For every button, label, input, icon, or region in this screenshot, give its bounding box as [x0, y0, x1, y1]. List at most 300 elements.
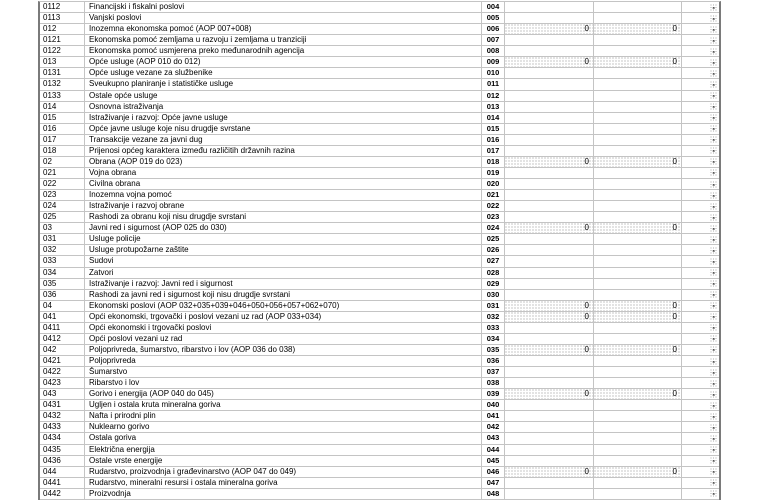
dash-cell[interactable]: [682, 135, 719, 145]
dash-value: -: [712, 312, 715, 322]
dash-cell[interactable]: [682, 478, 719, 488]
dash-value: -: [712, 245, 715, 255]
table-row: [40, 356, 719, 367]
table-row: [40, 445, 719, 456]
dash-cell[interactable]: [682, 13, 719, 23]
value2-cell[interactable]: [594, 323, 682, 333]
dash-cell[interactable]: [682, 245, 719, 255]
value1-cell[interactable]: [505, 456, 594, 466]
dash-cell[interactable]: [682, 179, 719, 189]
code-cell: 014: [40, 102, 85, 112]
dash-value: -: [712, 24, 715, 34]
table-row: [40, 345, 719, 356]
value2-cell[interactable]: 0: [594, 223, 682, 233]
value2-cell[interactable]: [594, 478, 682, 488]
dash-value: -: [712, 146, 715, 156]
value1-cell[interactable]: [505, 256, 594, 266]
code-cell: 0422: [40, 367, 85, 377]
table-row: [40, 13, 719, 24]
description-cell: Zatvori: [85, 268, 482, 278]
aop-cell: 029: [482, 279, 505, 289]
dash-cell[interactable]: [682, 279, 719, 289]
aop-cell: 018: [482, 157, 505, 167]
code-cell: 033: [40, 256, 85, 266]
value1-cell[interactable]: [505, 367, 594, 377]
aop-cell: 008: [482, 46, 505, 56]
value1-cell[interactable]: [505, 212, 594, 222]
code-cell: 04: [40, 301, 85, 311]
table-row: [40, 79, 719, 90]
dash-cell[interactable]: [682, 301, 719, 311]
table-row: [40, 367, 719, 378]
code-cell: 0436: [40, 456, 85, 466]
value2-cell[interactable]: [594, 445, 682, 455]
table-row: [40, 433, 719, 444]
dash-value: -: [712, 79, 715, 89]
code-cell: 031: [40, 234, 85, 244]
value2-cell[interactable]: [594, 124, 682, 134]
code-cell: 018: [40, 146, 85, 156]
value2-cell[interactable]: [594, 146, 682, 156]
dash-value: -: [712, 290, 715, 300]
table-row: [40, 256, 719, 267]
code-cell: 0442: [40, 489, 85, 499]
dash-value: -: [712, 124, 715, 134]
description-cell: Rudarstvo, mineralni resursi i ostala mineralna goriva: [85, 478, 482, 488]
value1-cell[interactable]: [505, 79, 594, 89]
table-row: [40, 422, 719, 433]
code-cell: 0432: [40, 411, 85, 421]
value2-cell[interactable]: [594, 2, 682, 12]
dash-value: -: [712, 13, 715, 23]
value2-cell[interactable]: [594, 234, 682, 244]
aop-cell: 026: [482, 245, 505, 255]
value2-cell[interactable]: 0: [594, 467, 682, 477]
description-cell: Istraživanje i razvoj obrane: [85, 201, 482, 211]
value1-cell[interactable]: [505, 489, 594, 499]
classification-table: [38, 1, 721, 500]
code-cell: 015: [40, 113, 85, 123]
value2-cell[interactable]: 0: [594, 57, 682, 67]
code-cell: 0412: [40, 334, 85, 344]
table-row: [40, 290, 719, 301]
dash-value: -: [712, 445, 715, 455]
description-cell: Inozemna ekonomska pomoć (AOP 007+008): [85, 24, 482, 34]
dash-cell[interactable]: [682, 68, 719, 78]
value2-cell[interactable]: 0: [594, 157, 682, 167]
value1-cell[interactable]: [505, 411, 594, 421]
dash-cell[interactable]: [682, 57, 719, 67]
dash-value: -: [712, 279, 715, 289]
dash-value: -: [712, 323, 715, 333]
value2-cell[interactable]: 0: [594, 312, 682, 322]
value2-cell[interactable]: [594, 212, 682, 222]
dash-cell[interactable]: [682, 157, 719, 167]
aop-cell: 036: [482, 356, 505, 366]
aop-cell: 012: [482, 91, 505, 101]
aop-cell: 039: [482, 389, 505, 399]
dash-cell[interactable]: [682, 456, 719, 466]
value1-cell[interactable]: 0: [505, 389, 594, 399]
code-cell: 0411: [40, 323, 85, 333]
dash-cell[interactable]: [682, 256, 719, 266]
dash-cell[interactable]: [682, 445, 719, 455]
dash-cell[interactable]: [682, 411, 719, 421]
table-row: [40, 234, 719, 245]
value1-cell[interactable]: 0: [505, 57, 594, 67]
description-cell: Ekonomska pomoć usmjerena preko međunarodnih agencija: [85, 46, 482, 56]
dash-cell[interactable]: [682, 223, 719, 233]
code-cell: 0431: [40, 400, 85, 410]
description-cell: Javni red i sigurnost (AOP 025 do 030): [85, 223, 482, 233]
dash-value: -: [712, 268, 715, 278]
value1-cell[interactable]: [505, 268, 594, 278]
value2-cell[interactable]: [594, 113, 682, 123]
value1-cell[interactable]: [505, 378, 594, 388]
description-cell: Transakcije vezane za javni dug: [85, 135, 482, 145]
description-cell: Opće usluge (AOP 010 do 012): [85, 57, 482, 67]
value2-cell[interactable]: [594, 13, 682, 23]
dash-cell[interactable]: [682, 356, 719, 366]
code-cell: 0423: [40, 378, 85, 388]
value1-cell[interactable]: [505, 35, 594, 45]
dash-cell[interactable]: [682, 345, 719, 355]
dash-value: -: [712, 400, 715, 410]
dash-value: -: [712, 367, 715, 377]
value2-cell[interactable]: [594, 245, 682, 255]
table-row: [40, 24, 719, 35]
dash-value: -: [712, 179, 715, 189]
code-cell: 0434: [40, 433, 85, 443]
dash-value: -: [712, 201, 715, 211]
aop-cell: 004: [482, 2, 505, 12]
value2-cell[interactable]: [594, 290, 682, 300]
value1-cell[interactable]: [505, 279, 594, 289]
value1-cell[interactable]: [505, 201, 594, 211]
value2-cell[interactable]: [594, 35, 682, 45]
table-row: [40, 323, 719, 334]
table-row: [40, 68, 719, 79]
value2-cell[interactable]: 0: [594, 301, 682, 311]
table-row: [40, 190, 719, 201]
value2-cell[interactable]: [594, 456, 682, 466]
value2-cell[interactable]: [594, 433, 682, 443]
value1-cell[interactable]: 0: [505, 467, 594, 477]
description-cell: Opći ekonomski, trgovački i poslovi vezani uz rad (AOP 033+034): [85, 312, 482, 322]
dash-value: -: [712, 456, 715, 466]
description-cell: Električna energija: [85, 445, 482, 455]
aop-cell: 043: [482, 433, 505, 443]
value1-cell[interactable]: [505, 245, 594, 255]
value1-cell[interactable]: 0: [505, 312, 594, 322]
description-cell: Usluge protupožarne zaštite: [85, 245, 482, 255]
value2-cell[interactable]: [594, 400, 682, 410]
description-cell: Vanjski poslovi: [85, 13, 482, 23]
description-cell: Gorivo i energija (AOP 040 do 045): [85, 389, 482, 399]
table-row: [40, 378, 719, 389]
value1-cell[interactable]: [505, 190, 594, 200]
table-row: [40, 179, 719, 190]
dash-cell[interactable]: [682, 212, 719, 222]
description-cell: Ostala goriva: [85, 433, 482, 443]
description-cell: Nafta i prirodni plin: [85, 411, 482, 421]
dash-cell[interactable]: [682, 113, 719, 123]
dash-value: -: [712, 168, 715, 178]
aop-cell: 005: [482, 13, 505, 23]
dash-cell[interactable]: [682, 367, 719, 377]
dash-cell[interactable]: [682, 46, 719, 56]
description-cell: Opće usluge vezane za službenike: [85, 68, 482, 78]
value1-cell[interactable]: [505, 124, 594, 134]
value1-cell[interactable]: [505, 400, 594, 410]
dash-cell[interactable]: [682, 489, 719, 499]
dash-cell[interactable]: [682, 323, 719, 333]
dash-cell[interactable]: [682, 290, 719, 300]
aop-cell: 009: [482, 57, 505, 67]
value2-cell[interactable]: [594, 79, 682, 89]
table-row: [40, 245, 719, 256]
description-cell: Osnovna istraživanja: [85, 102, 482, 112]
dash-value: -: [712, 334, 715, 344]
description-cell: Rashodi za javni red i sigurnost koji nisu drugdje svrstani: [85, 290, 482, 300]
description-cell: Civilna obrana: [85, 179, 482, 189]
code-cell: 025: [40, 212, 85, 222]
value1-cell[interactable]: [505, 334, 594, 344]
dash-value: -: [712, 157, 715, 167]
aop-cell: 035: [482, 345, 505, 355]
dash-cell[interactable]: [682, 400, 719, 410]
dash-cell[interactable]: [682, 201, 719, 211]
value2-cell[interactable]: [594, 279, 682, 289]
value2-cell[interactable]: [594, 489, 682, 499]
aop-cell: 042: [482, 422, 505, 432]
code-cell: 043: [40, 389, 85, 399]
value2-cell[interactable]: [594, 334, 682, 344]
code-cell: 0121: [40, 35, 85, 45]
value1-cell[interactable]: [505, 356, 594, 366]
value1-cell[interactable]: [505, 2, 594, 12]
value2-cell[interactable]: [594, 256, 682, 266]
table-row: [40, 212, 719, 223]
aop-cell: 045: [482, 456, 505, 466]
table-row: [40, 2, 719, 13]
dash-value: -: [712, 223, 715, 233]
aop-cell: 014: [482, 113, 505, 123]
aop-cell: 033: [482, 323, 505, 333]
code-cell: 034: [40, 268, 85, 278]
aop-cell: 019: [482, 168, 505, 178]
dash-cell[interactable]: [682, 102, 719, 112]
dash-value: -: [712, 256, 715, 266]
aop-cell: 022: [482, 201, 505, 211]
aop-cell: 011: [482, 79, 505, 89]
dash-value: -: [712, 301, 715, 311]
value2-cell[interactable]: [594, 356, 682, 366]
value2-cell[interactable]: [594, 102, 682, 112]
code-cell: 024: [40, 201, 85, 211]
dash-cell[interactable]: [682, 389, 719, 399]
dash-cell[interactable]: [682, 124, 719, 134]
value2-cell[interactable]: [594, 46, 682, 56]
table-row: [40, 201, 719, 212]
value2-cell[interactable]: [594, 367, 682, 377]
table-row: [40, 411, 719, 422]
value1-cell[interactable]: 0: [505, 157, 594, 167]
table-row: [40, 478, 719, 489]
value1-cell[interactable]: [505, 91, 594, 101]
value1-cell[interactable]: [505, 478, 594, 488]
value2-cell[interactable]: [594, 268, 682, 278]
dash-cell[interactable]: [682, 24, 719, 34]
value2-cell[interactable]: 0: [594, 24, 682, 34]
aop-cell: 046: [482, 467, 505, 477]
dash-cell[interactable]: [682, 190, 719, 200]
description-cell: Ribarstvo i lov: [85, 378, 482, 388]
dash-value: -: [712, 234, 715, 244]
table-row: [40, 312, 719, 323]
dash-cell[interactable]: [682, 268, 719, 278]
code-cell: 0435: [40, 445, 85, 455]
description-cell: Rashodi za obranu koji nisu drugdje svrstani: [85, 212, 482, 222]
value2-cell[interactable]: [594, 411, 682, 421]
code-cell: 036: [40, 290, 85, 300]
value1-cell[interactable]: 0: [505, 301, 594, 311]
value2-cell[interactable]: [594, 91, 682, 101]
description-cell: Ekonomski poslovi (AOP 032+035+039+046+050+056+057+062+070): [85, 301, 482, 311]
value1-cell[interactable]: 0: [505, 24, 594, 34]
value2-cell[interactable]: [594, 168, 682, 178]
code-cell: 0112: [40, 2, 85, 12]
value2-cell[interactable]: [594, 135, 682, 145]
value1-cell[interactable]: [505, 422, 594, 432]
description-cell: Ostale vrste energije: [85, 456, 482, 466]
aop-cell: 016: [482, 135, 505, 145]
aop-cell: 010: [482, 68, 505, 78]
dash-cell[interactable]: [682, 234, 719, 244]
value1-cell[interactable]: [505, 13, 594, 23]
value1-cell[interactable]: [505, 433, 594, 443]
value1-cell[interactable]: [505, 146, 594, 156]
value1-cell[interactable]: 0: [505, 345, 594, 355]
code-cell: 0421: [40, 356, 85, 366]
code-cell: 017: [40, 135, 85, 145]
value2-cell[interactable]: 0: [594, 345, 682, 355]
table-row: [40, 46, 719, 57]
value2-cell[interactable]: [594, 378, 682, 388]
value2-cell[interactable]: 0: [594, 389, 682, 399]
table-row: [40, 124, 719, 135]
aop-cell: 007: [482, 35, 505, 45]
aop-cell: 023: [482, 212, 505, 222]
value2-cell[interactable]: [594, 179, 682, 189]
dash-value: -: [712, 356, 715, 366]
table-row: [40, 223, 719, 234]
value1-cell[interactable]: [505, 46, 594, 56]
value2-cell[interactable]: [594, 201, 682, 211]
value1-cell[interactable]: [505, 113, 594, 123]
dash-value: -: [712, 2, 715, 12]
dash-cell[interactable]: [682, 79, 719, 89]
code-cell: 0132: [40, 79, 85, 89]
description-cell: Ostale opće usluge: [85, 91, 482, 101]
aop-cell: 015: [482, 124, 505, 134]
code-cell: 0113: [40, 13, 85, 23]
value1-cell[interactable]: [505, 68, 594, 78]
dash-value: -: [712, 389, 715, 399]
value1-cell[interactable]: [505, 445, 594, 455]
value1-cell[interactable]: [505, 135, 594, 145]
code-cell: 0441: [40, 478, 85, 488]
dash-cell[interactable]: [682, 334, 719, 344]
code-cell: 032: [40, 245, 85, 255]
table-row: [40, 146, 719, 157]
dash-value: -: [712, 57, 715, 67]
table-row: [40, 57, 719, 68]
dash-value: -: [712, 190, 715, 200]
dash-cell[interactable]: [682, 35, 719, 45]
description-cell: Poljoprivreda: [85, 356, 482, 366]
table-row: [40, 301, 719, 312]
aop-cell: 044: [482, 445, 505, 455]
code-cell: 013: [40, 57, 85, 67]
table-row: [40, 35, 719, 46]
aop-cell: 031: [482, 301, 505, 311]
value2-cell[interactable]: [594, 190, 682, 200]
dash-value: -: [712, 113, 715, 123]
dash-value: -: [712, 467, 715, 477]
value1-cell[interactable]: [505, 290, 594, 300]
description-cell: Opći poslovi vezani uz rad: [85, 334, 482, 344]
dash-cell[interactable]: [682, 91, 719, 101]
value1-cell[interactable]: [505, 179, 594, 189]
value1-cell[interactable]: [505, 234, 594, 244]
table-row: [40, 268, 719, 279]
dash-cell[interactable]: [682, 467, 719, 477]
code-cell: 035: [40, 279, 85, 289]
aop-cell: 037: [482, 367, 505, 377]
table-row: [40, 168, 719, 179]
value1-cell[interactable]: 0: [505, 223, 594, 233]
code-cell: 0131: [40, 68, 85, 78]
code-cell: 016: [40, 124, 85, 134]
dash-cell[interactable]: [682, 168, 719, 178]
aop-cell: 038: [482, 378, 505, 388]
code-cell: 03: [40, 223, 85, 233]
dash-cell[interactable]: [682, 146, 719, 156]
dash-cell[interactable]: [682, 312, 719, 322]
value1-cell[interactable]: [505, 168, 594, 178]
value2-cell[interactable]: [594, 68, 682, 78]
code-cell: 041: [40, 312, 85, 322]
description-cell: Sudovi: [85, 256, 482, 266]
dash-cell[interactable]: [682, 422, 719, 432]
aop-cell: 041: [482, 411, 505, 421]
dash-value: -: [712, 345, 715, 355]
table-row: [40, 467, 719, 478]
aop-cell: 028: [482, 268, 505, 278]
description-cell: Inozemna vojna pomoć: [85, 190, 482, 200]
code-cell: 0433: [40, 422, 85, 432]
dash-cell[interactable]: [682, 2, 719, 12]
description-cell: Vojna obrana: [85, 168, 482, 178]
value1-cell[interactable]: [505, 102, 594, 112]
value1-cell[interactable]: [505, 323, 594, 333]
dash-value: -: [712, 422, 715, 432]
dash-cell[interactable]: [682, 433, 719, 443]
dash-cell[interactable]: [682, 378, 719, 388]
value2-cell[interactable]: [594, 422, 682, 432]
description-cell: Šumarstvo: [85, 367, 482, 377]
